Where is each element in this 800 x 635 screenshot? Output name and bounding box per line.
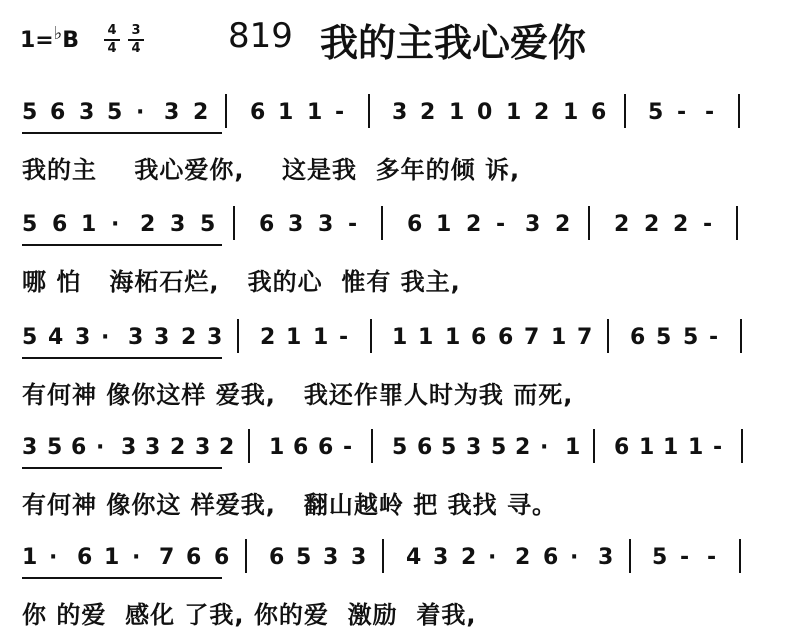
bar-line [588,206,590,240]
note: 4 [406,545,422,570]
note: 3 [525,212,541,237]
hymn-number: 819 [228,16,293,56]
note: · [49,545,58,570]
note: 1 [449,100,465,125]
note: 2 [420,100,436,125]
beam-underline [22,244,222,246]
bar-line [624,94,626,128]
note: 5 [652,545,668,570]
note: 1 [286,325,302,350]
note: 2 [515,545,531,570]
note: 2 [219,435,235,460]
meter-bottom: 4 [131,41,141,56]
note: - [339,325,349,350]
flat-sign: ♭ [53,23,63,44]
note: 5 [47,435,63,460]
note: 6 [214,545,230,570]
bar-line [629,539,631,573]
notation-line [22,212,792,252]
note: 2 [534,100,550,125]
note: 1 [663,435,679,460]
note: 3 [195,435,211,460]
note: 1 [563,100,579,125]
note: 5 [392,435,408,460]
note: 5 [200,212,216,237]
lyric-line: 有何神 像你这 样爱我, 翻山越岭 把 我找 寻。 [22,491,557,519]
note: 3 [598,545,614,570]
note: 3 [207,325,223,350]
lyric-line: 哪 怕 海柘石烂, 我的心 惟有 我主, [22,268,461,296]
note: 2 [170,435,186,460]
note: 6 [186,545,202,570]
note: 5 [491,435,507,460]
note: 6 [591,100,607,125]
note: · [488,545,497,570]
notation-line [22,545,792,585]
key-label: 1= [20,28,54,53]
note: 6 [77,545,93,570]
time-signature-2 [128,24,144,56]
note: 6 [614,435,630,460]
note: 1 [104,545,120,570]
note: 5 [648,100,664,125]
note: 3 [351,545,367,570]
note: 6 [318,435,334,460]
note: 7 [577,325,593,350]
note: 1 [81,212,97,237]
note: 3 [323,545,339,570]
note: 2 [644,212,660,237]
note: - [496,212,506,237]
note: 6 [630,325,646,350]
notation-line [22,100,792,140]
note: 5 [656,325,672,350]
note: · [111,212,120,237]
bar-line [740,319,742,353]
note: 1 [313,325,329,350]
note: 3 [121,435,137,460]
note: 6 [471,325,487,350]
key-letter: B [62,28,80,53]
bar-line [607,319,609,353]
bar-line [741,429,743,463]
note: 2 [461,545,477,570]
bar-line [381,206,383,240]
note: 1 [269,435,285,460]
note: 2 [466,212,482,237]
note: 2 [140,212,156,237]
note: 5 [683,325,699,350]
note: 3 [128,325,144,350]
note: - [335,100,345,125]
note: 6 [498,325,514,350]
note: 3 [170,212,186,237]
note: 2 [614,212,630,237]
key-signature [20,23,80,53]
note: · [96,435,105,460]
note: 5 [441,435,457,460]
note: 6 [71,435,87,460]
bar-line [248,429,250,463]
note: 1 [506,100,522,125]
note: 6 [269,545,285,570]
note: 3 [392,100,408,125]
meter-top: 4 [107,23,117,38]
note: 7 [524,325,540,350]
bar-line [237,319,239,353]
note: 5 [22,325,38,350]
note: 3 [164,100,180,125]
lyric-line: 我的主 我心爱你, 这是我 多年的倾 诉, [22,156,521,184]
bar-line [738,94,740,128]
note: 6 [543,545,559,570]
note: 3 [466,435,482,460]
note: 2 [260,325,276,350]
note: 1 [278,100,294,125]
note: 2 [555,212,571,237]
bar-line [371,429,373,463]
note: 3 [145,435,161,460]
bar-line [225,94,227,128]
note: 7 [159,545,175,570]
note: 6 [52,212,68,237]
beam-underline [22,357,222,359]
note: - [343,435,353,460]
bar-line [245,539,247,573]
lyric-line: 有何神 像你这样 爱我, 我还作罪人时为我 而死, [22,381,574,409]
note: - [707,545,717,570]
note: 3 [288,212,304,237]
note: · [540,435,549,460]
note: - [703,212,713,237]
beam-underline [22,467,222,469]
note: 1 [551,325,567,350]
note: 3 [154,325,170,350]
note: 3 [433,545,449,570]
note: 1 [688,435,704,460]
note: 2 [515,435,531,460]
note: 1 [445,325,461,350]
note: · [136,100,145,125]
note: 6 [250,100,266,125]
bar-line [736,206,738,240]
note: 1 [639,435,655,460]
bar-line [382,539,384,573]
note: - [713,435,723,460]
note: 6 [407,212,423,237]
note: 0 [477,100,493,125]
note: · [132,545,141,570]
note: 3 [79,100,95,125]
note: 6 [293,435,309,460]
note: 2 [673,212,689,237]
note: 2 [181,325,197,350]
meter-top: 3 [131,23,141,38]
meter-bottom: 4 [107,41,117,56]
note: - [705,100,715,125]
note: 5 [296,545,312,570]
note: 1 [436,212,452,237]
bar-line [368,94,370,128]
note: 6 [417,435,433,460]
note: 5 [22,212,38,237]
lyric-line: 你 的爱 感化 了我, 你的爱 激励 着我, [22,601,477,629]
note: 6 [259,212,275,237]
note: · [570,545,579,570]
bar-line [233,206,235,240]
bar-line [593,429,595,463]
bar-line [739,539,741,573]
note: 2 [193,100,209,125]
bar-line [370,319,372,353]
note: 4 [48,325,64,350]
note: 1 [418,325,434,350]
note: - [680,545,690,570]
note: 1 [565,435,581,460]
notation-line [22,435,792,475]
note: 3 [22,435,38,460]
note: 5 [22,100,38,125]
note: · [101,325,110,350]
note: 3 [75,325,91,350]
note: - [348,212,358,237]
note: 5 [107,100,123,125]
beam-underline [22,132,222,134]
note: 3 [318,212,334,237]
notation-line [22,325,792,365]
beam-underline [22,577,222,579]
note: 1 [392,325,408,350]
note: 6 [50,100,66,125]
note: 1 [22,545,38,570]
note: - [677,100,687,125]
note: 1 [307,100,323,125]
note: - [709,325,719,350]
page-title: 我的主我心爱你 [320,21,587,65]
time-signature-1 [104,24,120,56]
